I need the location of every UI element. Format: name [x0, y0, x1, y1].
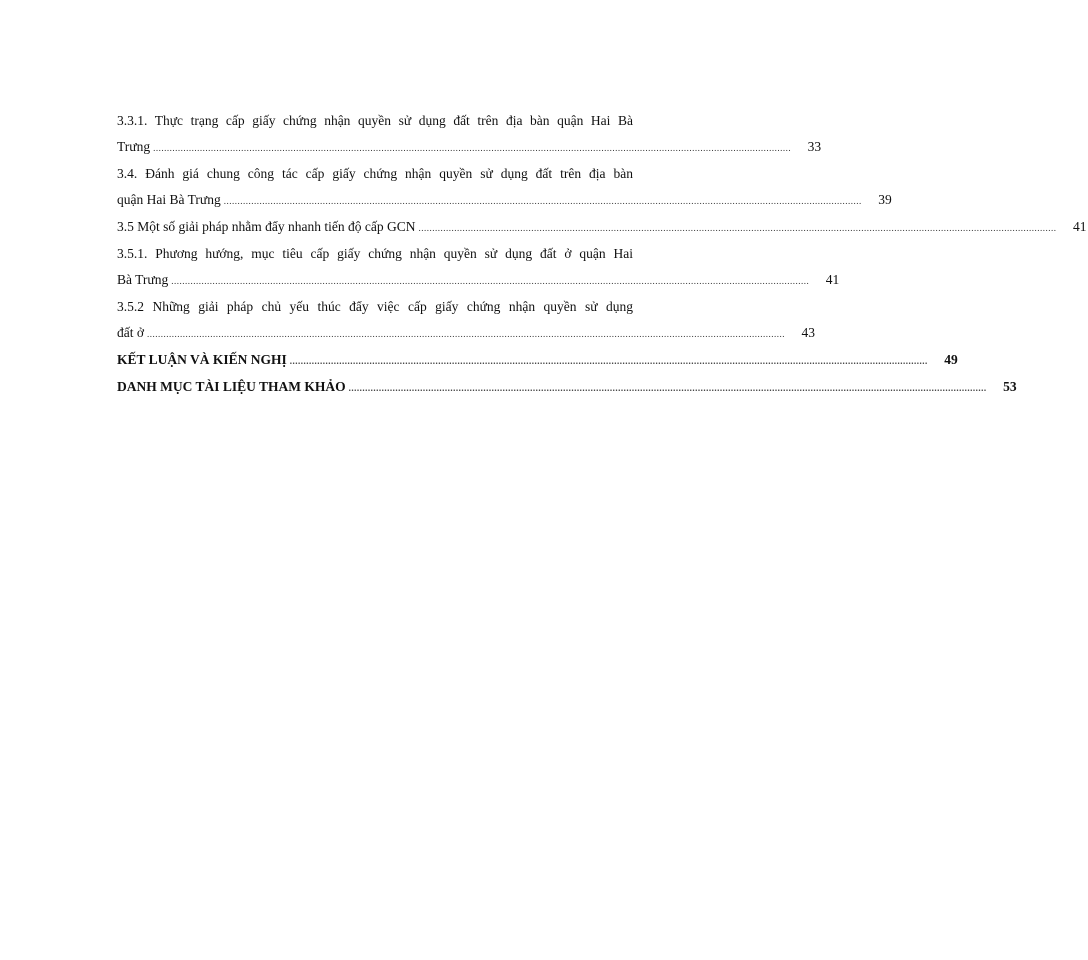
- toc-page-number: 49: [944, 352, 958, 367]
- toc-leader-dots: ........................................................................................................................................................................................................................................: [289, 356, 928, 366]
- toc-leader-dots: ........................................................................................................................................................................................................................................: [418, 223, 1057, 233]
- toc-page-number: 43: [801, 325, 816, 340]
- toc-entry-label: KẾT LUẬN VÀ KIẾN NGHỊ: [117, 352, 287, 367]
- toc-entry-row: [117, 374, 1017, 401]
- toc-page-number: 41: [1072, 219, 1087, 234]
- toc-page-number: 39: [878, 192, 892, 207]
- toc-entry-label: Bà Trưng: [117, 272, 169, 287]
- toc-entry-3-3-1[interactable]: [117, 108, 822, 161]
- toc-page-number: 41: [825, 272, 840, 287]
- toc-leader-dots: ........................................................................................................................................................................................................................................: [153, 143, 792, 153]
- toc-entry-tai-lieu[interactable]: [117, 374, 1017, 401]
- toc-entry-title-line: 3.5.2 Những giải pháp chủ yếu thúc đẩy việc cấp giấy chứng nhận quyền sử dụng: [117, 299, 633, 314]
- toc-entry-title-line: 3.5.1. Phương hướng, mục tiêu cấp giấy chứng nhận quyền sử dụng đất ở quận Hai: [117, 246, 633, 261]
- toc-entry-ket-luan[interactable]: [117, 347, 958, 374]
- toc-entry-label: DANH MỤC TÀI LIỆU THAM KHẢO: [117, 379, 346, 394]
- toc-page-number: 33: [807, 139, 822, 154]
- toc-entry-row: [117, 214, 1087, 241]
- toc-entry-label: 3.5 Một số giải pháp nhằm đẩy nhanh tiến độ cấp GCN: [117, 219, 416, 234]
- toc-entry-row: [117, 267, 840, 294]
- toc-page-number: 53: [1003, 379, 1017, 394]
- toc-entry-row: [117, 320, 816, 347]
- toc-entry-3-4[interactable]: [117, 161, 892, 214]
- toc-entry-title-line: 3.3.1. Thực trạng cấp giấy chứng nhận quyền sử dụng đất trên địa bàn quận Hai Bà: [117, 113, 633, 128]
- toc-entry-row: [117, 187, 892, 214]
- toc-entry-row: [117, 347, 958, 374]
- toc-entry-3-5-1[interactable]: [117, 241, 840, 294]
- toc-leader-dots: ........................................................................................................................................................................................................................................: [171, 276, 810, 286]
- toc-entry-title-line: 3.4. Đánh giá chung công tác cấp giấy chứng nhận quyền sử dụng đất trên địa bàn: [117, 166, 633, 181]
- toc-leader-dots: ........................................................................................................................................................................................................................................: [147, 329, 786, 339]
- toc-entry-3-5-2[interactable]: [117, 294, 816, 347]
- table-of-contents: [117, 108, 1087, 401]
- toc-entry-row: [117, 134, 822, 161]
- toc-entry-label: Trưng: [117, 139, 151, 154]
- toc-leader-dots: ........................................................................................................................................................................................................................................: [223, 196, 862, 206]
- toc-leader-dots: ........................................................................................................................................................................................................................................: [348, 383, 987, 393]
- toc-entry-label: quận Hai Bà Trưng: [117, 192, 221, 207]
- toc-entry-label: đất ở: [117, 325, 145, 340]
- toc-entry-3-5[interactable]: [117, 214, 1087, 241]
